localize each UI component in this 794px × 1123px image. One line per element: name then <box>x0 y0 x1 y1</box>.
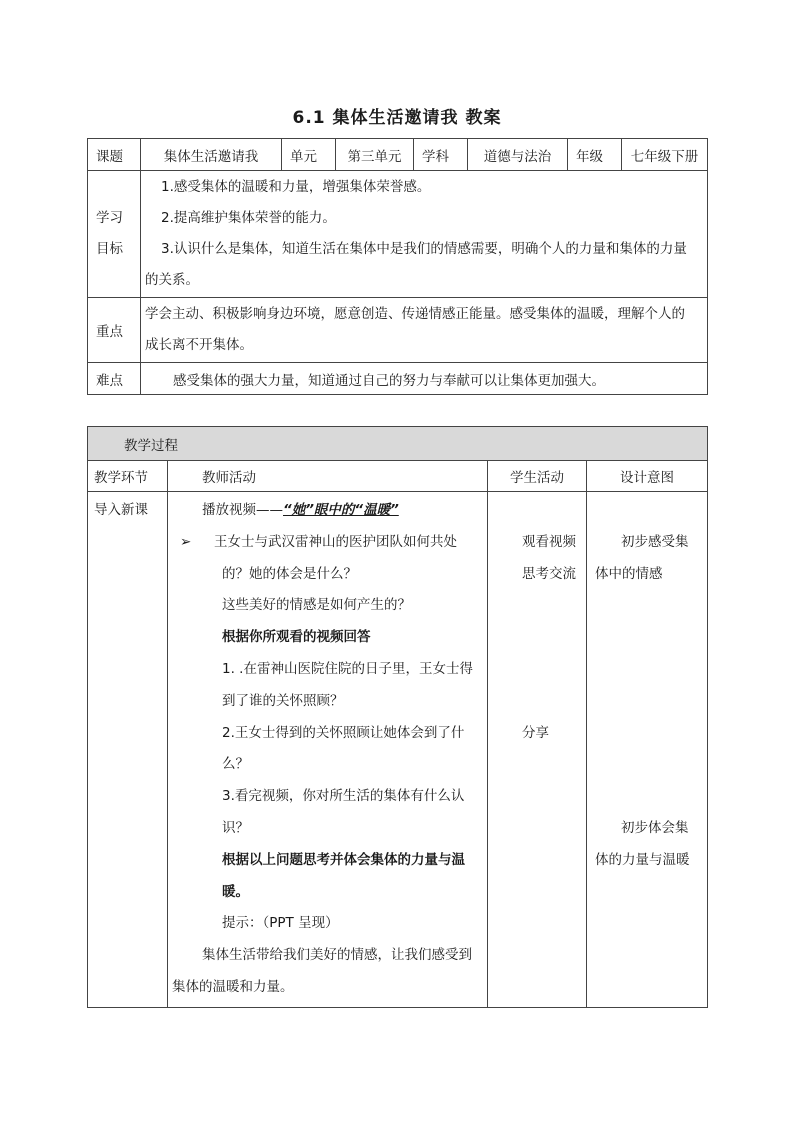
answer-question-1: 1. .在雷神山医院住院的日子里，王女士得 <box>222 660 473 677</box>
play-video-line: 播放视频——“她”眼中的“温暖” <box>202 502 399 518</box>
difficulty-label: 难点 <box>88 363 141 395</box>
answer-heading: 根据你所观看的视频回答 <box>222 629 371 646</box>
think-prompt: 根据以上问题思考并体会集体的力量与温 <box>222 851 465 868</box>
student-activity-3: 分享 <box>522 724 549 741</box>
design-intent-cell <box>587 492 708 1008</box>
intent-2-continued: 体的力量与温暖 <box>595 851 690 868</box>
goals-label <box>88 171 141 298</box>
process-header-row <box>88 427 708 461</box>
info-row <box>88 139 708 171</box>
goals-content <box>141 171 708 298</box>
col-intent-header: 设计意图 <box>587 461 708 492</box>
answer-question-1-continued: 到了谁的关怀照顾？ <box>222 692 344 709</box>
answer-question-2-continued: 么？ <box>222 756 249 773</box>
summary-line-continued: 集体的温暖和力量。 <box>172 978 294 995</box>
column-header-row <box>88 461 708 492</box>
answer-question-3-continued: 识？ <box>222 819 249 836</box>
teacher-activity-cell <box>168 492 488 1008</box>
intent-2: 初步体会集 <box>621 819 689 836</box>
topic-value: 集体生活邀请我 <box>141 139 282 171</box>
question-2: 这些美好的情感是如何产生的？ <box>222 597 411 614</box>
difficulty-row <box>88 363 708 395</box>
summary-line: 集体生活带给我们美好的情感，让我们感受到 <box>202 947 472 964</box>
answer-question-3: 3.看完视频，你对所生活的集体有什么认 <box>222 788 465 805</box>
col-teacher-header: 教师活动 <box>168 461 488 492</box>
key-point-line-1: 学会主动、积极影响身边环境，愿意创造、传递情感正能量。感受集体的温暖，理解个人的 <box>145 306 685 322</box>
goal-1: 1.感受集体的温暖和力量，增强集体荣誉感。 <box>161 179 431 195</box>
difficulty-content: 感受集体的强大力量，知道通过自己的努力与奉献可以让集体更加强大。 <box>141 363 708 395</box>
key-point-line-2: 成长离不开集体。 <box>145 337 253 353</box>
goals-label-line-1: 学习 <box>96 210 123 226</box>
unit-label: 单元 <box>282 139 336 171</box>
arrow-bullet-icon: ➢ <box>180 533 192 550</box>
goal-3: 3.认识什么是集体，知道生活在集体中是我们的情感需要，明确个人的力量和集体的力量 <box>161 241 687 257</box>
goal-3-continued: 的关系。 <box>145 272 199 288</box>
intent-1-continued: 体中的情感 <box>595 565 663 582</box>
goals-row <box>88 171 708 298</box>
subject-value: 道德与法治 <box>468 139 568 171</box>
student-activity-1: 观看视频 <box>522 533 576 550</box>
grade-value: 七年级下册 <box>622 139 708 171</box>
subject-label: 学科 <box>414 139 468 171</box>
topic-label: 课题 <box>88 139 141 171</box>
key-points-label: 重点 <box>88 298 141 363</box>
student-activity-2: 思考交流 <box>522 565 576 582</box>
intro-row <box>88 492 708 1008</box>
key-points-content <box>141 298 708 363</box>
goal-2: 2.提高维护集体荣誉的能力。 <box>161 210 336 226</box>
stage-label: 导入新课 <box>94 502 148 518</box>
video-title: “她”眼中的“温暖” <box>283 502 399 518</box>
col-stage-header: 教学环节 <box>88 461 168 492</box>
process-header: 教学过程 <box>88 427 708 461</box>
goals-label-line-2: 目标 <box>96 241 123 257</box>
key-points-row <box>88 298 708 363</box>
hint-line: 提示：（PPT 呈现） <box>222 915 339 932</box>
think-prompt-continued: 暖。 <box>222 883 249 900</box>
col-student-header: 学生活动 <box>488 461 587 492</box>
question-1: ➢ 王女士与武汉雷神山的医护团队如何共处 <box>180 527 487 559</box>
unit-value: 第三单元 <box>336 139 414 171</box>
grade-label: 年级 <box>568 139 622 171</box>
lesson-info-table <box>87 138 708 395</box>
question-1-continued: 的？她的体会是什么？ <box>222 565 357 582</box>
student-activity-cell <box>488 492 587 1008</box>
teaching-process-table <box>87 426 708 1008</box>
answer-question-2: 2.王女士得到的关怀照顾让她体会到了什 <box>222 724 465 741</box>
stage-cell <box>88 492 168 1008</box>
intent-1: 初步感受集 <box>621 533 689 550</box>
document-title: 6.1 集体生活邀请我 教案 <box>292 108 502 128</box>
